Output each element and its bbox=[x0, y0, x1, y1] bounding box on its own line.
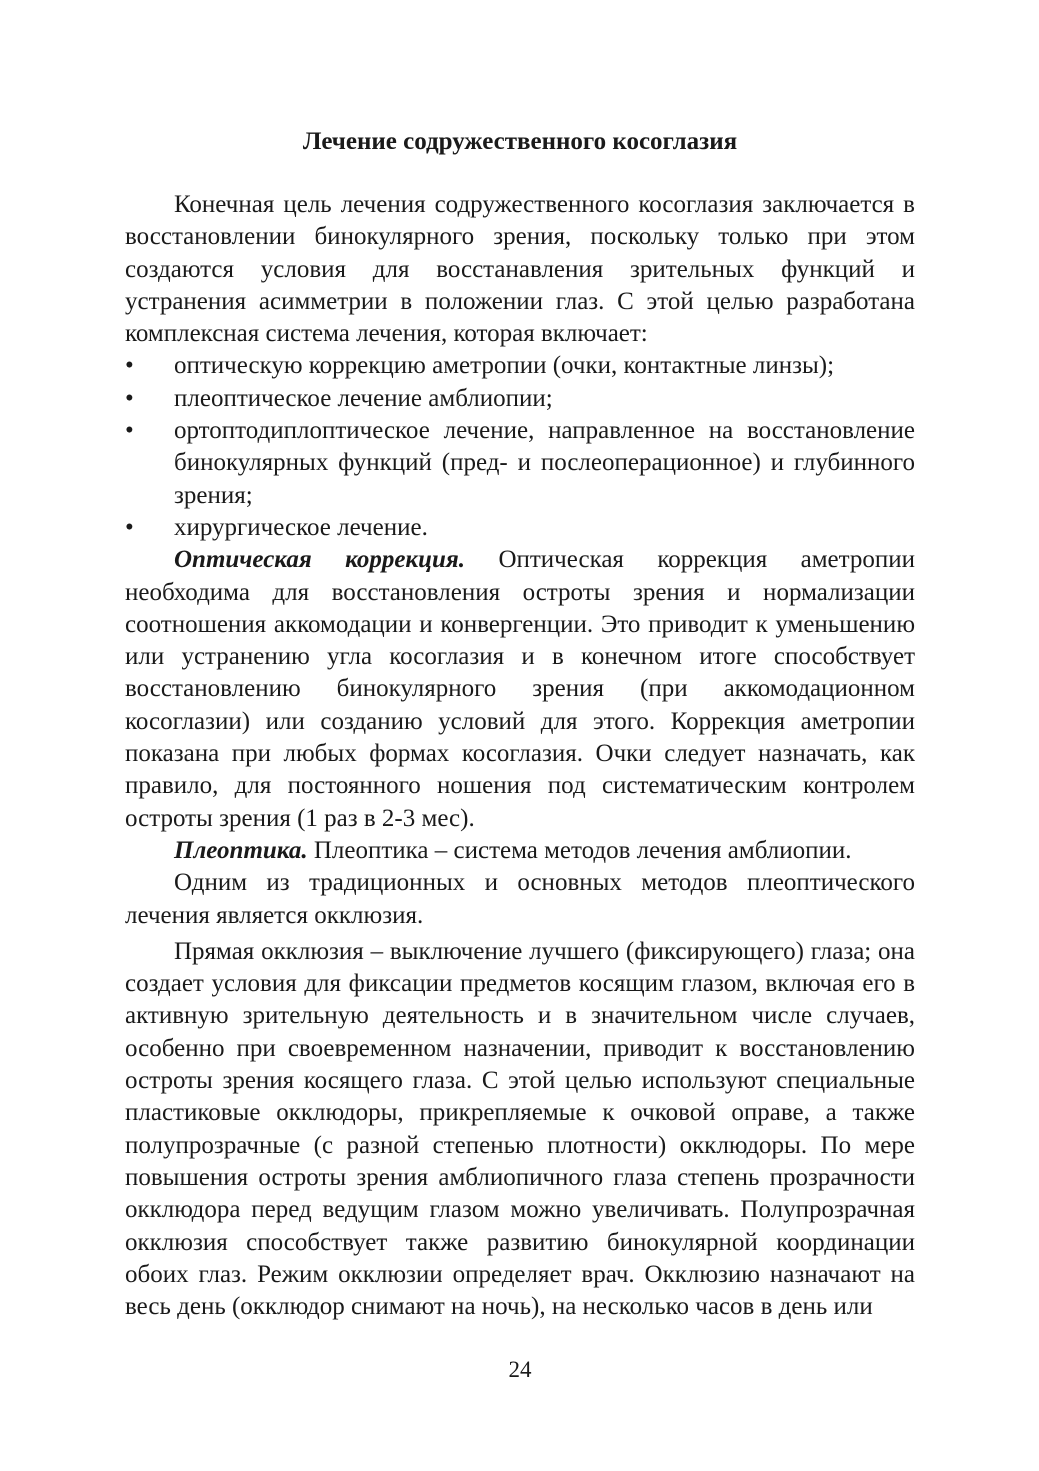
list-item bbox=[125, 512, 915, 544]
pleoptics-lead: Плеоптика. bbox=[174, 836, 308, 864]
list-item-text: оптическую коррекцию аметропии (очки, контактные линзы); bbox=[174, 352, 835, 380]
optical-correction-paragraph bbox=[125, 544, 915, 835]
intro-paragraph: Конечная цель лечения содружественного косоглазия заключается в восстановлении бинокулярного зрения, поскольку только при этом создаются условия для восстанавления зрительных функций и устранения асимметрии в положении глаз. С этой целью разработана комплексная система лечения, которая включает: bbox=[125, 191, 915, 348]
pleoptics-text: Плеоптика – система методов лечения амблиопии. bbox=[307, 836, 852, 864]
list-item bbox=[125, 383, 915, 415]
direct-occlusion-paragraph: Прямая окклюзия – выключение лучшего (фиксирующего) глаза; она создает условия для фиксации предметов косящим глазом, включая его в активную зрительную деятельность и в значительном числе случаев, особенно при своевременном назначении, приводит к восстановлению остроты зрения косящего глаза. С этой целью используют специальные пластиковые окклюдоры, прикрепляемые к очковой оправе, а также полупрозрачные (с разной степенью плотности) окклюдоры. По мере повышения остроты зрения амблиопичного глаза степень прозрачности окклюдора перед ведущим глазом можно увеличивать. Полупрозрачная окклюзия способствует также развитию бинокулярной координации обоих глаз. Режим окклюзии определяет врач. Окклюзию назначают на весь день (окклюдор снимают на ночь), на несколько часов в день или bbox=[125, 937, 915, 1321]
list-item-text: плеоптическое лечение амблиопии; bbox=[174, 384, 553, 412]
list-item-text: ортоптодиплоптическое лечение, направленное на восстановление бинокулярных функций (пред- и послеоперационное) и глубинного зрения; bbox=[174, 417, 915, 509]
occlusion-intro-paragraph: Одним из традиционных и основных методов плеоптического лечения является окклюзия. bbox=[125, 869, 915, 929]
section-heading: Лечение содружественного косоглазия bbox=[302, 128, 738, 155]
page-number: 24 bbox=[508, 1357, 532, 1382]
bullet-marker: • bbox=[125, 513, 134, 541]
optical-correction-text: Оптическая коррекция аметропии необходима для восстановления остроты зрения и нормализации соотношения аккомодации и конвергенции. Это приводит к уменьшению или устранению угла косоглазия и в конечном итоге способствует восстановлению бинокулярного зрения (при аккомодационном косоглазии) или созданию условий для этого. Коррекция аметропии показана при любых формах косоглазия. Очки следует назначать, как правило, для постоянного ношения под систематическим контролем остроты зрения (1 раз в 2-3 мес). bbox=[125, 546, 915, 832]
body-text bbox=[125, 189, 915, 1323]
pleoptics-paragraph bbox=[125, 835, 915, 867]
treatment-list bbox=[125, 350, 915, 544]
list-item bbox=[125, 415, 915, 512]
bullet-marker: • bbox=[125, 417, 134, 445]
bullet-marker: • bbox=[125, 384, 134, 412]
list-item-text: хирургическое лечение. bbox=[174, 513, 428, 541]
list-item bbox=[125, 350, 915, 382]
optical-correction-lead: Оптическая коррекция. bbox=[174, 546, 466, 574]
bullet-marker: • bbox=[125, 352, 134, 380]
